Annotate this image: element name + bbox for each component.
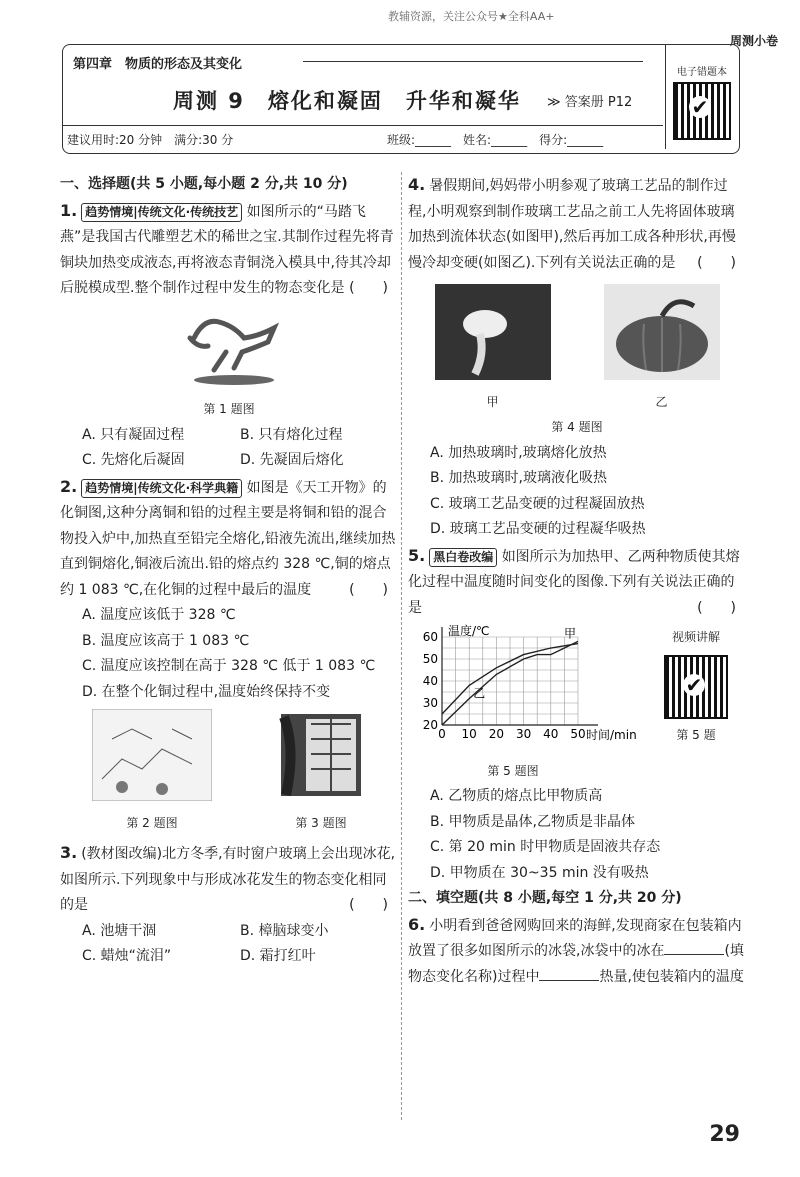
x-tick-label: 20 [488,727,505,741]
qr-code-icon[interactable] [673,82,731,140]
page-number: 29 [709,1122,740,1147]
q2-figure [92,709,212,836]
q4-option-d[interactable]: D. 玻璃工艺品变硬的过程凝华吸热 [430,521,646,537]
column-divider [401,172,402,1120]
q1-number: 1. [60,200,78,220]
q4-figure-b [604,284,720,415]
q6-text-1: 小明看到爸爸网购回来的海鲜,发现商家在包装箱内放置了很多如图所示的冰袋,冰袋中的冰在 [408,917,742,959]
frosted-window-image [276,709,366,801]
section1-title: 一、选择题(共 5 小题,每小题 2 分,共 10 分) [60,176,348,192]
q3-option-c[interactable]: C. 蜡烛“流泪” [82,948,172,964]
q5-option-b[interactable]: B. 甲物质是晶体,乙物质是非晶体 [430,813,635,830]
y-tick-label: 20 [422,718,438,732]
q5-figure-row [408,621,746,784]
x-tick-label: 10 [461,727,477,741]
q4-option-b[interactable]: B. 加热玻璃时,玻璃液化吸热 [430,470,607,486]
q4-label-a: 甲 [486,394,499,409]
chapter-title: 第四章 物质的形态及其变化 [73,57,243,72]
q4-figures [408,284,746,415]
q5-option-c[interactable]: C. 第 20 min 时甲物质是固液共存态 [430,839,661,855]
q3-option-b[interactable]: B. 樟脑球变小 [240,922,329,939]
top-strip [0,0,800,48]
q1-options [82,423,398,474]
y-tick-label: 40 [422,674,438,688]
q1-option-b[interactable]: B. 只有熔化过程 [240,426,343,443]
y-tick-label: 30 [422,696,438,710]
question-5 [408,543,746,887]
q1-figure [60,308,398,423]
question-2 [60,474,398,837]
q1-option-c[interactable]: C. 先熔化后凝固 [82,452,185,468]
q2-option-d[interactable]: D. 在整个化铜过程中,温度始终保持不变 [82,683,331,700]
q3-options [82,919,398,970]
series-label-yi: 乙 [473,686,486,701]
q5-options [408,784,746,886]
q4-option-c[interactable]: C. 玻璃工艺品变硬的过程凝固放热 [430,495,645,512]
q4-answer-paren: ( ) [697,254,736,271]
student-fields: 班级:______ 姓名:______ 得分:______ [387,133,604,147]
q5-answer-paren: ( ) [697,599,736,616]
q4-figure-a [435,284,551,415]
y-tick-label: 60 [422,630,438,644]
q2-answer-paren: ( ) [349,581,388,598]
q1-option-a[interactable]: A. 只有凝固过程 [82,426,185,443]
q1-figure-caption: 第 1 题图 [203,402,255,416]
q6-text-2: (填物态变化名称)过程中 [408,943,744,985]
qr-panel [665,45,738,149]
right-column [408,172,746,990]
q2-text: 如图是《天工开物》的化铜图,这种分离铜和铅的过程主要是将铜和铅的混合物投入炉中,加热直至铅完全熔化,铅液先流出,继续加热直到铜熔化,铜液后流出.铅的熔点约 328 ℃,铜的熔点约 1 083 ℃,在化铜的过程中最后的温度 [60,479,396,598]
q1-text: 如图所示的“马踏飞燕”是我国古代雕塑艺术的稀世之宝.其制作过程先将青铜块加热变成液态,再将液态青铜浇入模具中,待其冷却后脱模成型.整个制作过程中发生的物态变化是 [60,203,394,296]
temperature-time-chart [408,621,658,749]
section2-title: 二、填空题(共 8 小题,每空 1 分,共 20 分) [408,890,682,906]
q2-option-a[interactable]: A. 温度应该低于 328 ℃ [82,607,236,623]
q3-figure-caption: 第 3 题图 [295,815,347,830]
q3-option-a[interactable]: A. 池塘干涸 [82,922,157,939]
answer-reference: ≫ 答案册 P12 [547,95,633,110]
q6-blank-1[interactable] [664,940,724,955]
x-axis-label: 时间/min [586,728,637,742]
q4-options [408,441,746,543]
q5-badge: 黑白卷改编 [429,548,497,567]
q5-option-a[interactable]: A. 乙物质的熔点比甲物质高 [430,788,603,804]
q3-text: (教材图改编)北方冬季,有时窗户玻璃上会出现冰花,如图所示.下列现象中与形成冰花发生的物态变化相同的是 [60,846,396,913]
page-title: 周测 9 熔化和凝固 升华和凝华 [173,89,521,113]
check-icon: ✔ [689,96,711,118]
check-icon: ✔ [683,674,705,696]
question-1 [60,198,398,474]
time-info: 建议用时:20 分钟 满分:30 分 [67,133,234,147]
video-figure-caption: 第 5 题 [676,727,716,742]
q5-text: 如图所示为加热甲、乙两种物质使其熔化过程中温度随时间变化的图像.下列有关说法正确的是 [408,548,740,616]
q4-number: 4. [408,175,426,194]
glass-pumpkin-image [604,284,720,380]
q2-option-c[interactable]: C. 温度应该控制在高于 328 ℃ 低于 1 083 ℃ [82,658,376,674]
series-label-jia: 甲 [564,626,577,641]
q2-options [60,603,398,705]
q1-option-d[interactable]: D. 先凝固后熔化 [240,452,344,468]
q3-option-d[interactable]: D. 霜打红叶 [240,948,316,964]
question-4 [408,172,746,543]
q5-chart [408,621,658,784]
q6-blank-2[interactable] [539,966,599,981]
q1-answer-paren: ( ) [349,280,388,296]
x-tick-label: 40 [543,727,559,741]
copper-smelting-image [92,709,212,801]
q4-text: 暑假期间,妈妈带小明参观了玻璃工艺品的制作过程,小明观察到制作玻璃工艺品之前工人先将固体玻璃加热到流体状态(如图甲),然后再加工成各种形状,再慢慢冷却变硬(如图乙).下列有关说法正确的是 [408,178,736,271]
question-6 [408,912,746,991]
video-label: 视频讲解 [671,630,720,644]
chapter-rule [303,61,643,62]
molten-glass-image [435,284,551,380]
horse-statue-image [164,308,294,388]
x-tick-label: 50 [570,727,586,741]
q2-badge: 趋势情境|传统文化·科学典籍 [81,479,242,498]
q2-figure-caption: 第 2 题图 [126,815,178,830]
question-3 [60,840,398,970]
video-qr-code-icon[interactable] [664,655,728,719]
page-header [62,44,740,154]
q4-figure-caption: 第 4 题图 [551,420,603,434]
section-tag: 周测小卷 [729,34,778,48]
q3-answer-paren: ( ) [349,897,388,913]
q5-option-d[interactable]: D. 甲物质在 30~35 min 没有吸热 [430,864,649,881]
x-tick-label: 0 [438,727,446,741]
q5-number: 5. [408,545,426,565]
q1-badge: 趋势情境|传统文化·传统技艺 [81,203,242,222]
x-tick-label: 30 [515,727,532,741]
q3-number: 3. [60,843,78,862]
y-axis-label: 温度/℃ [448,624,490,638]
left-column [60,172,398,970]
q6-number: 6. [408,914,426,934]
q4-label-b: 乙 [655,394,668,409]
q3-figure [276,709,366,836]
header-divider [63,125,663,126]
qr-label: 电子错题本 [677,67,727,78]
q2-q3-figures [60,709,398,836]
q5-figure-caption: 第 5 题图 [487,763,539,778]
q2-option-b[interactable]: B. 温度应该高于 1 083 ℃ [82,632,250,649]
y-tick-label: 50 [422,652,438,666]
q4-option-a[interactable]: A. 加热玻璃时,玻璃熔化放热 [430,444,607,461]
watermark: 教辅资源，关注公众号★全科AA+ [388,10,555,23]
video-panel [664,625,728,748]
q2-number: 2. [60,476,78,496]
q6-text-3: 热量,使包装箱内的温度 [599,968,744,985]
